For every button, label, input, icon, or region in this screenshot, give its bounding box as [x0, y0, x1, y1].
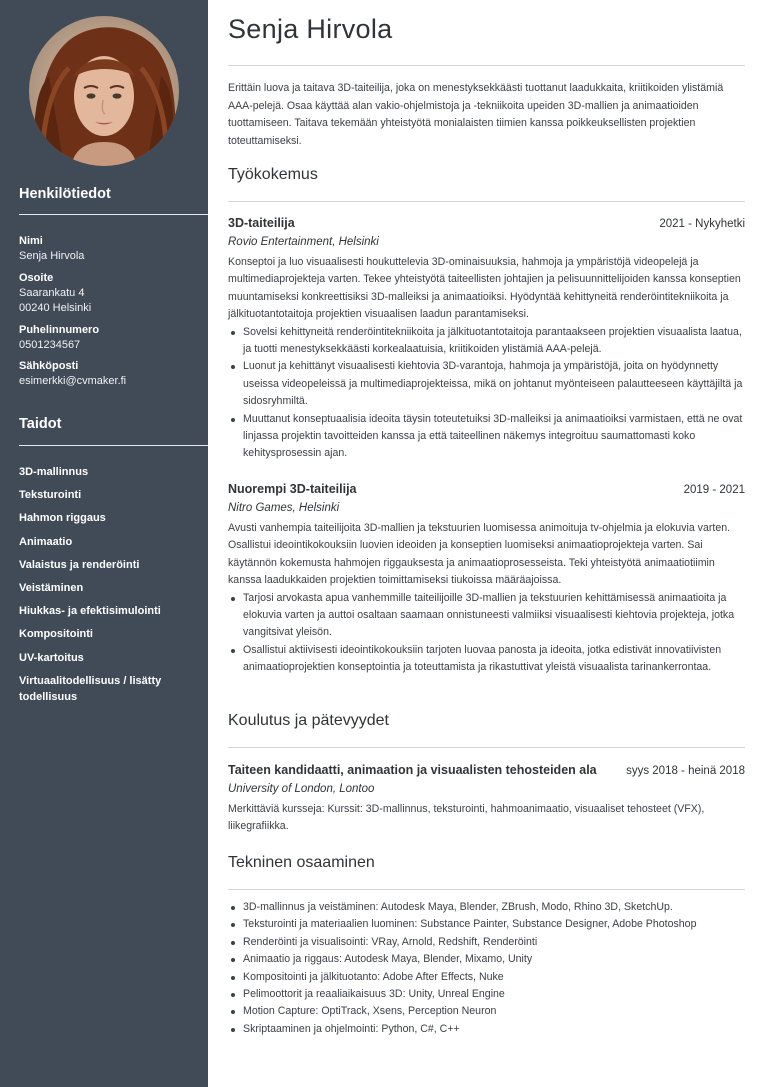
technical-divider: [228, 889, 745, 890]
technical-skill-item: Teksturointi ja materiaalien luominen: Substance Painter, Substance Designer, Adobe Photoshop: [228, 916, 745, 933]
skill-item: Valaistus ja renderöinti: [19, 558, 140, 571]
personal-address-label: Osoite: [19, 271, 54, 284]
education-entry: [228, 763, 745, 836]
skill-item: Kompositointi: [19, 628, 93, 641]
experience-divider: [228, 201, 745, 202]
personal-info-divider: [19, 214, 208, 215]
skill-item: Animaatio: [19, 535, 73, 548]
personal-info: [19, 234, 199, 396]
job-entry: [228, 216, 745, 463]
job-description: Avusti vanhempia taiteilijoita 3D-mallien ja tekstuurien luomisessa animoituja tv-ohjelmia ja elokuvia varten. Osallistui ideointikokouksiin luovien ideoiden ja konseptien luomiseksi animaatioprojekteja varten. Sai käytännön kokemusta hahmojen riggauksesta ja animaatioprosesseista. Teki yhteistyötä animaatiotiimin kanssa laadukkaiden projektien toimittamiseksi tiukoissa määräajoissa.: [228, 522, 731, 587]
skill-item: Teksturointi: [19, 489, 82, 502]
personal-phone-block: [19, 323, 199, 354]
technical-skill-item: Pelimoottorit ja reaaliaikaisuus 3D: Unity, Unreal Engine: [228, 986, 745, 1003]
candidate-name: Senja Hirvola: [228, 14, 393, 44]
personal-address-line: Saarankatu 4: [19, 286, 85, 299]
education-description: Merkittäviä kursseja: Kurssit: 3D-mallinnus, teksturointi, hahmoanimaatio, visuaaliset tehosteet (VFX), liikegrafiikka.: [228, 803, 705, 833]
technical-skill-item: 3D-mallinnus ja veistäminen: Autodesk Maya, Blender, ZBrush, Modo, Rhino 3D, SketchUp.: [228, 899, 745, 916]
skill-item: Hiukkas- ja efektisimulointi: [19, 605, 161, 618]
education-divider: [228, 747, 745, 748]
personal-name-label: Nimi: [19, 235, 43, 247]
job-description: Konseptoi ja luo visuaalisesti houkuttelevia 3D-ominaisuuksia, hahmoja ja ympäristöjä videopelejä ja multimediaprojekteja varten. Tekee yhteistyötä taiteellisten johtajien ja pelisuunnittelijoiden kanssa konseptien muuntamiseksi konkreettisiksi 3D-malleiksi ja animaatioiksi. Hyödyntää kehittyneitä renderöintitekniikoita ja jälkituotantotaitoja projektien visuaalisen laadun parantamiseksi.: [228, 256, 741, 321]
skills-divider: [19, 445, 208, 446]
job-achievements: [228, 590, 745, 677]
job-title: Nuorempi 3D-taiteilija: [228, 482, 357, 496]
skill-item: UV-kartoitus: [19, 651, 84, 664]
personal-address-block: [19, 271, 199, 317]
achievement-item: Muuttanut konseptuaalisia ideoita täysin toteutetuiksi 3D-malleiksi ja animaatioiksi varmistaen, että ne ovat linjassa projektin tavoitteiden kanssa ja että taiteellinen näkemys integroituu saumattomasti koko kehitysprosessin ajan.: [228, 411, 745, 463]
degree-title: Taiteen kandidaatti, animaation ja visuaalisten tehosteiden ala: [228, 763, 597, 777]
profile-summary: Erittäin luova ja taitava 3D-taiteilija, joka on menestyksekkäästi tuottanut laadukkaita, kriitikoiden ylistämiä AAA-pelejä. Osaa käyttää alan vakio-ohjelmistoja ja -tekniikoita upeiden 3D-mallien ja animaatioiden tuottamiseen. Taitava tekemään yhteistyötä monialaisten tiimien kanssa poikkeuksellisten projektien toteuttamiseksi.: [228, 82, 724, 147]
technical-skill-item: Animaatio ja riggaus: Autodesk Maya, Blender, Mixamo, Unity: [228, 951, 745, 968]
job-date: 2019 - 2021: [683, 484, 745, 496]
personal-email-label: Sähköposti: [19, 360, 79, 372]
skill-item: Virtuaalitodellisuus / lisätty todellisuus: [19, 674, 162, 703]
technical-skill-item: Kompositointi ja jälkituotanto: Adobe After Effects, Nuke: [228, 969, 745, 986]
personal-email-value: esimerkki@cvmaker.fi: [19, 375, 127, 387]
personal-info-heading: Henkilötiedot: [19, 186, 111, 202]
education-header: [228, 763, 745, 777]
profile-photo: [29, 16, 179, 166]
experience-heading: Työkokemus: [228, 166, 318, 183]
personal-name-block: [19, 234, 199, 265]
achievement-item: Tarjosi arvokasta apua vanhemmille taiteilijoille 3D-mallien ja tekstuurien kehittämisessä animaatioita ja elokuvia varten ja auttoi osaltaan saamaan onnistuneesti valmiiksi visuaalisesti kiehtovia projekteja, jotka vangitsivat yleisön.: [228, 590, 745, 642]
education-date: syys 2018 - heinä 2018: [626, 765, 745, 777]
achievement-item: Luonut ja kehittänyt visuaalisesti kiehtovia 3D-varantoja, hahmoja ja ympäristöjä, joita on hyödynnetty useissa videopeleissä ja multimediaprojekteissa, mikä on johtanut myönteiseen palautteeseen käyttäjiltä ja sidosryhmiltä.: [228, 358, 745, 410]
job-achievements: [228, 324, 745, 463]
skill-item: 3D-mallinnus: [19, 466, 89, 478]
job-header: [228, 216, 745, 230]
personal-email-block: [19, 359, 199, 390]
personal-name-value: Senja Hirvola: [19, 250, 85, 262]
job-date: 2021 - Nykyhetki: [659, 218, 745, 230]
education-institution: University of London, Lontoo: [228, 783, 375, 795]
education-heading: Koulutus ja pätevyydet: [228, 712, 389, 729]
skill-item: Veistäminen: [19, 581, 84, 594]
achievement-item: Sovelsi kehittyneitä renderöintitekniikoita ja jälkituotantotaitoja parantaakseen projektien visuaalista laatua, ja tuotti menestyksekkäästi korkealaatuisia, kriitikoiden ylistämiä AAA-pelejä.: [228, 324, 745, 359]
personal-address-line: 00240 Helsinki: [19, 302, 92, 314]
technical-skills-list: [228, 899, 745, 1038]
technical-skill-item: Renderöinti ja visualisointi: VRay, Arnold, Redshift, Renderöinti: [228, 934, 745, 951]
personal-phone-value: 0501234567: [19, 338, 81, 351]
job-entry: [228, 482, 745, 677]
technical-skill-item: Skriptaaminen ja ohjelmointi: Python, C#, C++: [228, 1021, 745, 1038]
achievement-item: Osallistui aktiivisesti ideointikokouksiin tarjoten luovaa panosta ja ideoita, jotka edistivät innovatiivisten animaatioprojektien konseptointia ja toteuttamista ja rikastuttivat yleistä visuaalista tarinankerrontaa.: [228, 642, 745, 677]
job-company: Rovio Entertainment, Helsinki: [228, 236, 379, 248]
skills-list: [19, 464, 199, 712]
technical-heading: Tekninen osaaminen: [228, 854, 375, 871]
name-divider: [228, 65, 745, 66]
job-header: [228, 482, 745, 496]
job-company: Nitro Games, Helsinki: [228, 502, 340, 514]
personal-phone-label: Puhelinnumero: [19, 323, 100, 336]
technical-skill-item: Motion Capture: OptiTrack, Xsens, Perception Neuron: [228, 1003, 745, 1020]
job-title: 3D-taiteilija: [228, 216, 295, 230]
skill-item: Hahmon riggaus: [19, 512, 106, 525]
skills-heading: Taidot: [19, 416, 62, 432]
sidebar: [0, 0, 208, 1087]
